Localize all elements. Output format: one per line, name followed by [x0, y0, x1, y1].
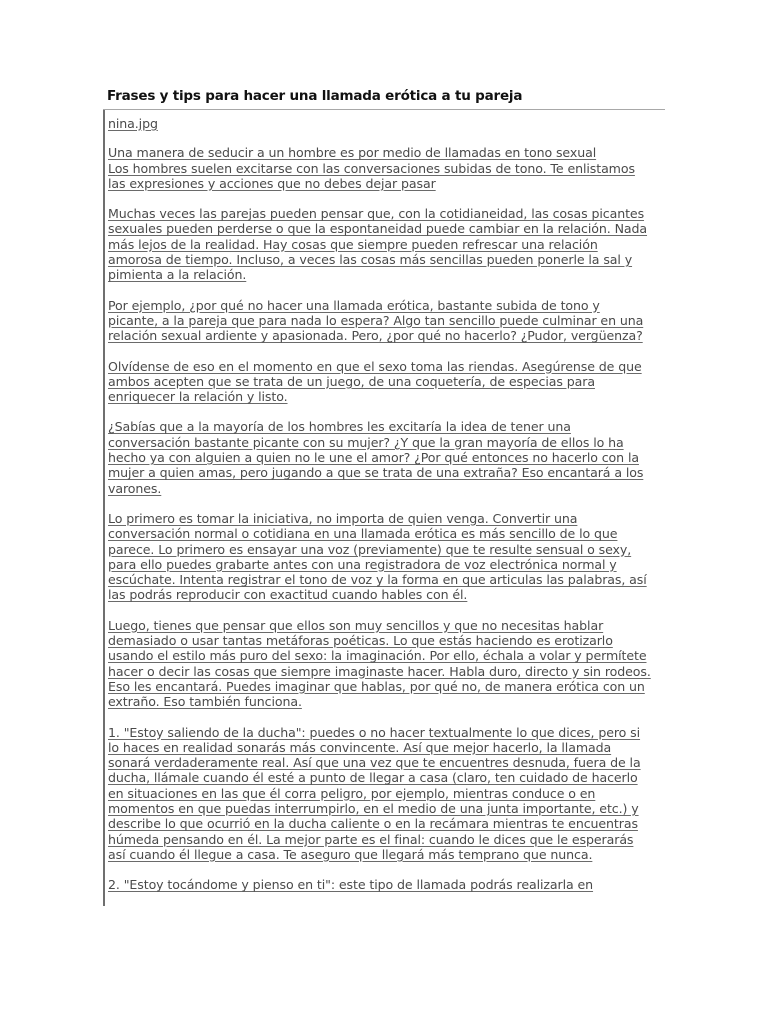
paragraph[interactable]	[108, 877, 668, 892]
text-line: 2. "Estoy tocándome y pienso en ti": este tipo de llamada podrás realizarla en	[108, 877, 594, 893]
text-line: amorosa de tiempo. Incluso, a veces las cosas más sencillas pueden ponerle la sal y	[108, 252, 633, 268]
paragraph[interactable]	[108, 298, 668, 344]
text-line: varones.	[108, 480, 162, 496]
text-line: describe lo que ocurrió en la ducha caliente o en la recámara mientras te encuentras	[108, 816, 638, 832]
paragraph[interactable]	[108, 145, 668, 191]
text-line: 1. "Estoy saliendo de la ducha": puedes o no hacer textualmente lo que dices, pero si	[108, 724, 641, 740]
text-line: Lo primero es tomar la iniciativa, no importa de quien venga. Convertir una	[108, 510, 578, 526]
text-line: usando el estilo más puro del sexo: la imaginación. Por ello, échala a volar y permítete	[108, 648, 647, 664]
text-line: las podrás reproducir con exactitud cuando hables con él.	[108, 587, 468, 603]
text-line: momentos en que puedas interrumpirlo, en el medio de una junta importante, etc.) y	[108, 800, 639, 816]
text-line: hacer o decir las cosas que siempre imaginaste hacer. Habla duro, directo y sin rodeos.	[108, 663, 651, 679]
paragraph[interactable]	[108, 618, 668, 710]
text-line: sexuales pueden perderse o que la espontaneidad puede cambiar en la relación. Nada	[108, 221, 648, 237]
paragraph[interactable]	[108, 206, 668, 282]
text-line: Muchas veces las parejas pueden pensar que, con la cotidianeidad, las cosas picantes	[108, 206, 645, 222]
text-line: relación sexual ardiente y apasionada. Pero, ¿por qué no hacerlo? ¿Pudor, vergüenza?	[108, 328, 643, 344]
text-line: Una manera de seducir a un hombre es por medio de llamadas en tono sexual	[108, 145, 597, 161]
text-line: ¿Sabías que a la mayoría de los hombres les excitaría la idea de tener una	[108, 419, 571, 435]
paragraph[interactable]	[108, 419, 668, 495]
paragraph[interactable]	[108, 359, 668, 405]
text-line: conversación bastante picante con su mujer? ¿Y que la gran mayoría de ellos lo ha	[108, 434, 624, 450]
text-line: Los hombres suelen excitarse con las conversaciones subidas de tono. Te enlistamos	[108, 160, 635, 176]
text-line: hecho ya con alguien a quien no le une el amor? ¿Por qué entonces no hacerlo con la	[108, 450, 639, 466]
text-line: enriquecer la relación y listo.	[108, 389, 288, 405]
document-title: Frases y tips para hacer una llamada erótica a tu pareja	[107, 88, 523, 104]
text-line: las expresiones y acciones que no debes dejar pasar	[108, 175, 436, 191]
text-line: extraño. Eso también funciona.	[108, 694, 302, 710]
paragraph[interactable]	[108, 511, 668, 603]
text-line: Eso les encantará. Puedes imaginar que hablas, por qué no, de manera erótica con un	[108, 678, 645, 694]
paragraph[interactable]	[108, 725, 668, 863]
text-line: demasiado o usar tantas metáforas poéticas. Lo que estás haciendo es erotizarlo	[108, 633, 613, 649]
text-line: así cuando él llegue a casa. Te aseguro que llegará más temprano que nunca.	[108, 846, 593, 862]
text-line: pimienta a la relación.	[108, 267, 247, 283]
text-line: más lejos de la realidad. Hay cosas que siempre pueden refrescar una relación	[108, 236, 598, 252]
text-line: ambos acepten que se trata de un juego, de una coquetería, de especias para	[108, 373, 595, 389]
text-line: escúchate. Intenta registrar el tono de voz y la forma en que articulas las palabras, así	[108, 572, 647, 588]
paragraph-list	[108, 145, 668, 892]
text-line: para ello puedes grabarte antes con una registradora de voz electrónica normal y	[108, 556, 617, 572]
document-body	[103, 110, 668, 906]
text-line: Luego, tienes que pensar que ellos son muy sencillos y que no necesitas hablar	[108, 617, 604, 633]
text-line: ducha, llámale cuando él esté a punto de llegar a casa (claro, ten cuidado de hacerlo	[108, 770, 638, 786]
image-file-link[interactable]: nina.jpg	[108, 116, 158, 131]
text-line: conversación normal o cotidiana en una llamada erótica es más sencillo de lo que	[108, 526, 618, 542]
text-line: parece. Lo primero es ensayar una voz (previamente) que te resulte sensual o sexy,	[108, 541, 632, 557]
text-line: picante, a la pareja que para nada lo espera? Algo tan sencillo puede culminar en una	[108, 312, 644, 328]
text-line: húmeda pensando en él. La mejor parte es el final: cuando le dices que le esperarás	[108, 831, 634, 847]
text-line: Olvídense de eso en el momento en que el sexo toma las riendas. Asegúrense de que	[108, 358, 642, 374]
text-line: Por ejemplo, ¿por qué no hacer una llamada erótica, bastante subida de tono y	[108, 297, 600, 313]
text-line: lo haces en realidad sonarás más convincente. Así que mejor hacerlo, la llamada	[108, 739, 612, 755]
text-line: sonará verdaderamente real. Así que una vez que te encuentres desnuda, fuera de la	[108, 755, 641, 771]
text-line: mujer a quien amas, pero jugando a que se trata de una extraña? Eso encantará a los	[108, 465, 644, 481]
text-line: en situaciones en las que él corra peligro, por ejemplo, mientras conduce o en	[108, 785, 596, 801]
